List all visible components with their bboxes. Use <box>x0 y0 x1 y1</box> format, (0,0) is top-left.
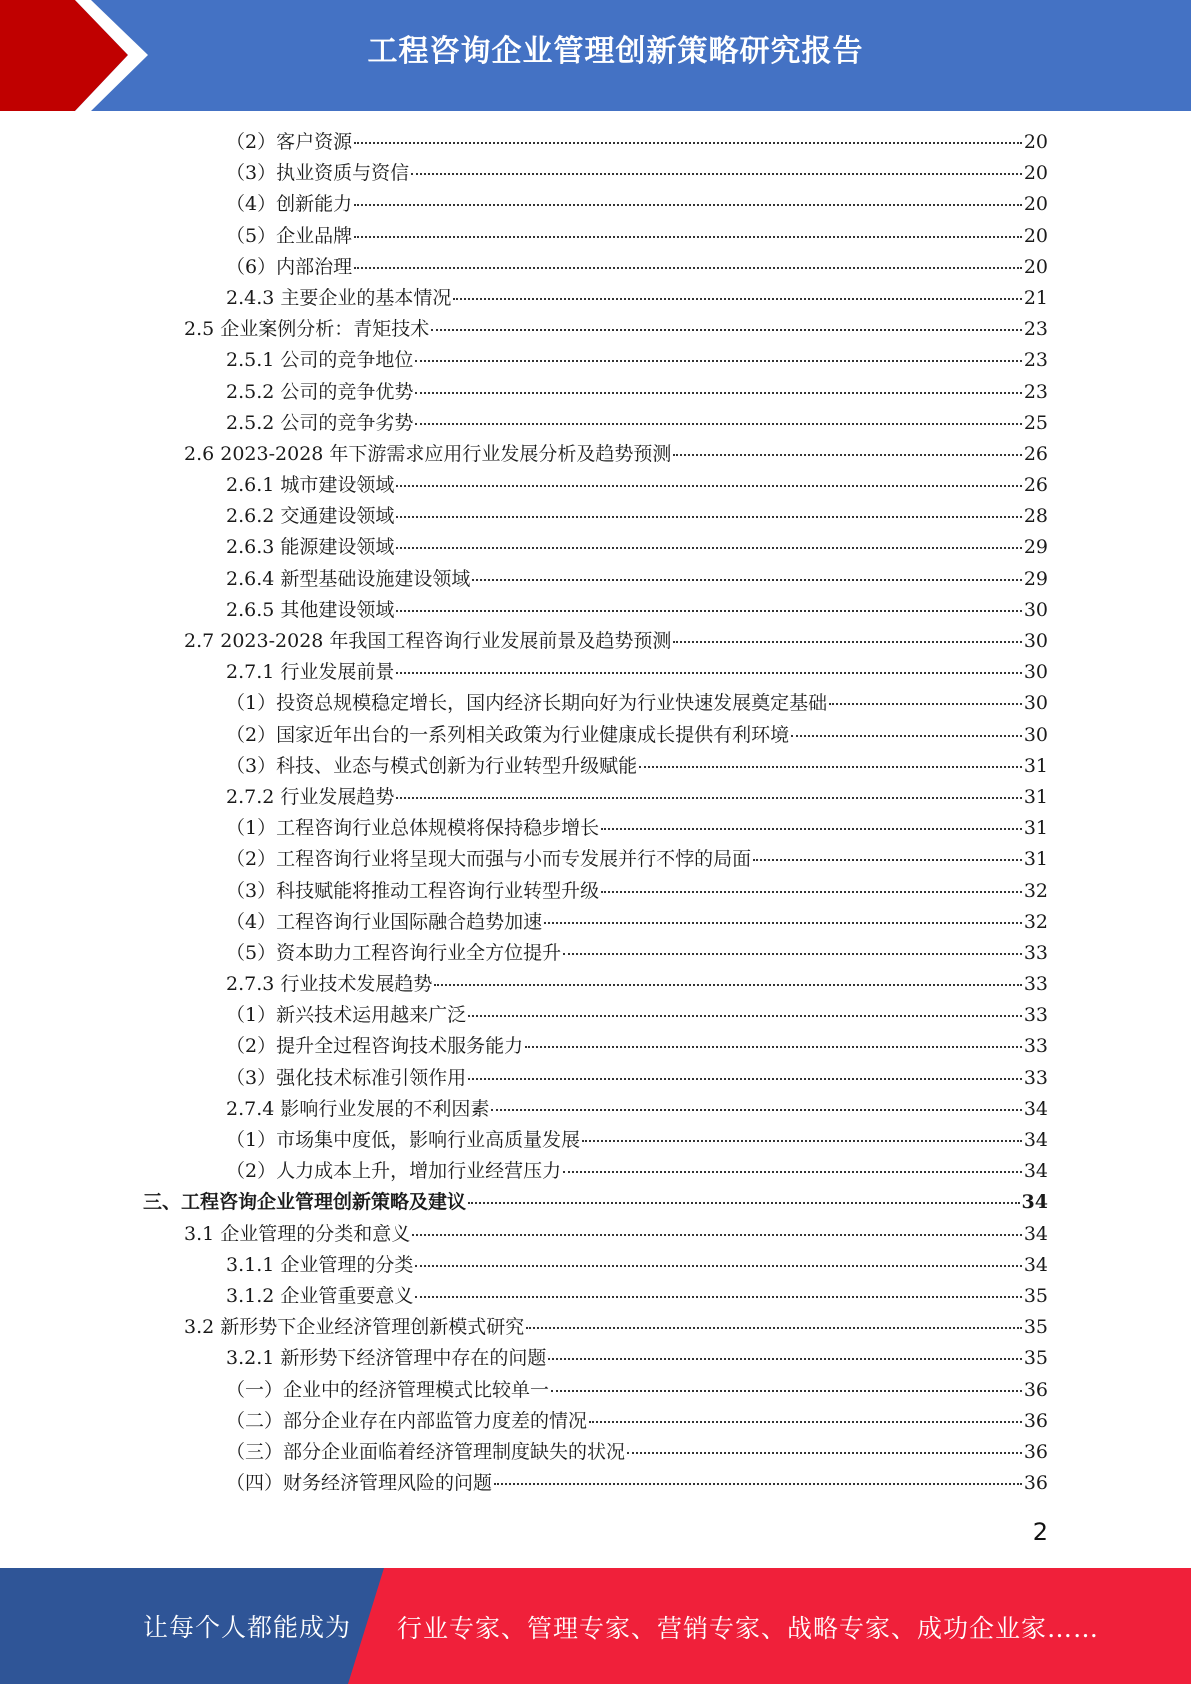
toc-entry-title: 3.2 新形势下企业经济管理创新模式研究 <box>184 1316 525 1339</box>
toc-entry-title: 3.1.2 企业管重要意义 <box>226 1284 414 1307</box>
toc-entry-title: （3）科技、业态与模式创新为行业转型升级赋能 <box>226 754 638 777</box>
toc-entry-title: （1）市场集中度低，影响行业高质量发展 <box>226 1129 581 1151</box>
toc-entry-page: 32 <box>1023 910 1048 933</box>
toc-dot-leader <box>526 1308 1022 1329</box>
toc-dot-leader <box>491 1090 1021 1111</box>
toc-entry-title: （5）资本助力工程咨询行业全方位提升 <box>226 941 562 964</box>
footer-slogan-right: 行业专家、管理专家、营销专家、战略专家、成功企业家…… <box>397 1614 1100 1643</box>
toc-entry-page: 23 <box>1023 349 1048 372</box>
toc-entry-title: （6）内部治理 <box>226 255 353 278</box>
toc-dot-leader <box>601 872 1022 893</box>
toc-entry-title: （二）部分企业存在内部监管力度差的情况 <box>226 1409 588 1432</box>
toc-entry-page: 29 <box>1023 567 1048 590</box>
toc-entry-page: 33 <box>1023 1066 1048 1089</box>
toc-entry-page: 34 <box>1023 1097 1048 1120</box>
toc-entry-page: 30 <box>1023 630 1048 652</box>
toc-entry-title: （3）科技赋能将推动工程咨询行业转型升级 <box>226 879 600 902</box>
toc-entry-title: 2.6 2023-2028 年下游需求应用行业发展分析及趋势预测 <box>184 442 672 465</box>
toc-entry-page: 25 <box>1023 411 1048 434</box>
toc-entry-title: （2）人力成本上升，增加行业经营压力 <box>226 1160 562 1183</box>
toc-dot-leader <box>453 279 1021 300</box>
toc-entry-title: 2.6.3 能源建设领域 <box>226 536 395 559</box>
toc-dot-leader <box>396 528 1021 549</box>
toc-entry-title: 2.7 2023-2028 年我国工程咨询行业发展前景及趋势预测 <box>184 630 672 652</box>
toc-dot-leader <box>412 1215 1022 1236</box>
toc-dot-leader <box>673 622 1021 643</box>
toc-entry-title: （四）财务经济管理风险的问题 <box>226 1472 493 1495</box>
toc-entry-page: 34 <box>1023 1253 1048 1276</box>
toc-entry-page: 31 <box>1023 754 1048 777</box>
toc-dot-leader <box>673 435 1021 456</box>
toc-dot-leader <box>354 185 1022 206</box>
toc-dot-leader <box>525 1027 1022 1048</box>
toc-entry-title: （4）工程咨询行业国际融合趋势加速 <box>226 910 543 933</box>
toc-dot-leader <box>753 840 1022 861</box>
toc-entry-page: 36 <box>1023 1378 1048 1401</box>
toc-entry-title: 3.1 企业管理的分类和意义 <box>184 1222 411 1245</box>
toc-entry-title: （3）强化技术标准引领作用 <box>226 1066 467 1089</box>
toc-entry-page: 33 <box>1023 973 1048 996</box>
toc-dot-leader <box>434 965 1021 986</box>
toc-entry-page: 30 <box>1023 692 1048 715</box>
toc-entry-page: 23 <box>1023 380 1048 403</box>
toc-entry-title: 3.2.1 新形势下经济管理中存在的问题 <box>226 1347 547 1370</box>
toc-dot-leader <box>582 1121 1022 1142</box>
toc-entry-page: 23 <box>1023 318 1048 341</box>
toc-entry-page: 31 <box>1023 785 1048 808</box>
toc-entry-page: 30 <box>1023 598 1048 621</box>
toc-dot-leader <box>415 1277 1021 1298</box>
toc-dot-leader <box>468 996 1022 1017</box>
toc-dot-leader <box>627 1433 1022 1454</box>
page-footer <box>0 1568 1191 1684</box>
toc-entry-page: 35 <box>1023 1284 1048 1307</box>
toc-entry-page: 30 <box>1023 661 1048 684</box>
toc-dot-leader <box>544 903 1022 924</box>
toc-entry-page: 20 <box>1023 193 1048 216</box>
toc-entry-page: 35 <box>1023 1347 1048 1370</box>
toc-entry-title: 2.5.2 公司的竞争劣势 <box>226 411 414 434</box>
toc-dot-leader <box>563 1152 1022 1173</box>
toc-dot-leader <box>415 341 1021 362</box>
toc-entry-page: 35 <box>1023 1316 1048 1339</box>
toc-entry-page: 30 <box>1023 723 1048 746</box>
toc-entry-title: （2）国家近年出台的一系列相关政策为行业健康成长提供有利环境 <box>226 723 790 746</box>
toc-entry-title: 2.4.3 主要企业的基本情况 <box>226 286 452 309</box>
toc-dot-leader <box>829 684 1022 705</box>
toc-entry[interactable] <box>0 1468 1191 1499</box>
toc-entry-page: 20 <box>1023 224 1048 247</box>
toc-entry-page: 28 <box>1023 505 1048 528</box>
toc-entry-page: 29 <box>1023 536 1048 559</box>
toc-dot-leader <box>415 404 1021 425</box>
toc-entry-title: （一）企业中的经济管理模式比较单一 <box>226 1378 550 1401</box>
toc-entry-page: 36 <box>1023 1440 1048 1463</box>
toc-entry-page: 33 <box>1023 1035 1048 1058</box>
toc-dot-leader <box>354 123 1022 144</box>
toc-dot-leader <box>354 248 1022 269</box>
toc-entry-page: 36 <box>1023 1409 1048 1432</box>
toc-entry-page: 21 <box>1023 286 1048 309</box>
toc-entry-title: （4）创新能力 <box>226 193 353 216</box>
toc-entry-page: 34 <box>1023 1129 1048 1151</box>
toc-dot-leader <box>396 591 1021 612</box>
toc-entry-title: 2.6.1 城市建设领域 <box>226 474 395 497</box>
toc-dot-leader <box>415 1246 1021 1267</box>
toc-entry-page: 32 <box>1023 879 1048 902</box>
toc-dot-leader <box>411 154 1022 175</box>
toc-dot-leader <box>396 778 1021 799</box>
toc-entry-title: （三）部分企业面临着经济管理制度缺失的状况 <box>226 1440 626 1463</box>
toc-entry-title: （2）客户资源 <box>226 131 353 153</box>
toc-entry-title: （2）提升全过程咨询技术服务能力 <box>226 1035 524 1058</box>
toc-entry-page: 34 <box>1023 1160 1048 1183</box>
toc-dot-leader <box>472 560 1021 581</box>
toc-entry-title: （1）新兴技术运用越来广泛 <box>226 1004 467 1027</box>
toc-entry-page: 31 <box>1023 848 1048 871</box>
toc-entry-title: 2.7.1 行业发展前景 <box>226 661 395 684</box>
toc-dot-leader <box>548 1339 1021 1360</box>
toc-entry-page: 26 <box>1023 442 1048 465</box>
toc-entry-page: 33 <box>1023 941 1048 964</box>
toc-dot-leader <box>354 217 1022 238</box>
toc-entry-page: 20 <box>1023 162 1048 185</box>
toc-entry-page: 34 <box>1023 1222 1048 1245</box>
toc-entry-title: 2.7.3 行业技术发展趋势 <box>226 973 433 996</box>
toc-dot-leader <box>639 747 1022 768</box>
toc-entry-title: （2）工程咨询行业将呈现大而强与小而专发展并行不悖的局面 <box>226 848 752 871</box>
toc-dot-leader <box>468 1183 1020 1204</box>
table-of-contents <box>0 127 1191 1499</box>
toc-entry-page: 26 <box>1023 474 1048 497</box>
toc-dot-leader <box>396 653 1021 674</box>
report-title: 工程咨询企业管理创新策略研究报告 <box>367 34 864 69</box>
toc-entry-title: 2.5.1 公司的竞争地位 <box>226 349 414 372</box>
toc-dot-leader <box>551 1371 1022 1392</box>
toc-entry-page: 20 <box>1023 255 1048 278</box>
toc-entry-page: 34 <box>1021 1191 1048 1214</box>
toc-dot-leader <box>396 497 1021 518</box>
toc-entry-title: 2.6.2 交通建设领域 <box>226 505 395 528</box>
toc-entry-title: 2.5.2 公司的竞争优势 <box>226 380 414 403</box>
toc-dot-leader <box>468 1059 1022 1080</box>
footer-slogan-left: 让每个人都能成为 <box>143 1613 352 1642</box>
toc-entry-title: 2.6.4 新型基础设施建设领域 <box>226 567 471 590</box>
toc-dot-leader <box>791 716 1022 737</box>
page-number: 2 <box>1032 1518 1048 1546</box>
toc-entry-title: （5）企业品牌 <box>226 224 353 247</box>
toc-dot-leader <box>494 1464 1022 1485</box>
toc-dot-leader <box>589 1402 1022 1423</box>
toc-entry-page: 36 <box>1023 1472 1048 1495</box>
toc-entry-title: 2.5 企业案例分析：青矩技术 <box>184 318 430 341</box>
toc-entry-title: 2.6.5 其他建设领域 <box>226 598 395 621</box>
page-header <box>0 0 1191 111</box>
toc-entry-page: 33 <box>1023 1004 1048 1027</box>
toc-entry-title: 3.1.1 企业管理的分类 <box>226 1253 414 1276</box>
toc-entry-title: 三、工程咨询企业管理创新策略及建议 <box>143 1191 467 1214</box>
toc-entry-title: （3）执业资质与资信 <box>226 162 410 185</box>
toc-entry-title: 2.7.4 影响行业发展的不利因素 <box>226 1097 490 1120</box>
toc-entry-title: （1）投资总规模稳定增长，国内经济长期向好为行业快速发展奠定基础 <box>226 692 828 715</box>
toc-entry-page: 20 <box>1023 131 1048 153</box>
toc-dot-leader <box>431 310 1022 331</box>
toc-dot-leader <box>601 809 1022 830</box>
toc-entry-title: （1）工程咨询行业总体规模将保持稳步增长 <box>226 817 600 840</box>
toc-entry-title: 2.7.2 行业发展趋势 <box>226 785 395 808</box>
toc-dot-leader <box>415 373 1021 394</box>
toc-dot-leader <box>563 934 1022 955</box>
toc-entry-page: 31 <box>1023 817 1048 840</box>
toc-dot-leader <box>396 466 1021 487</box>
